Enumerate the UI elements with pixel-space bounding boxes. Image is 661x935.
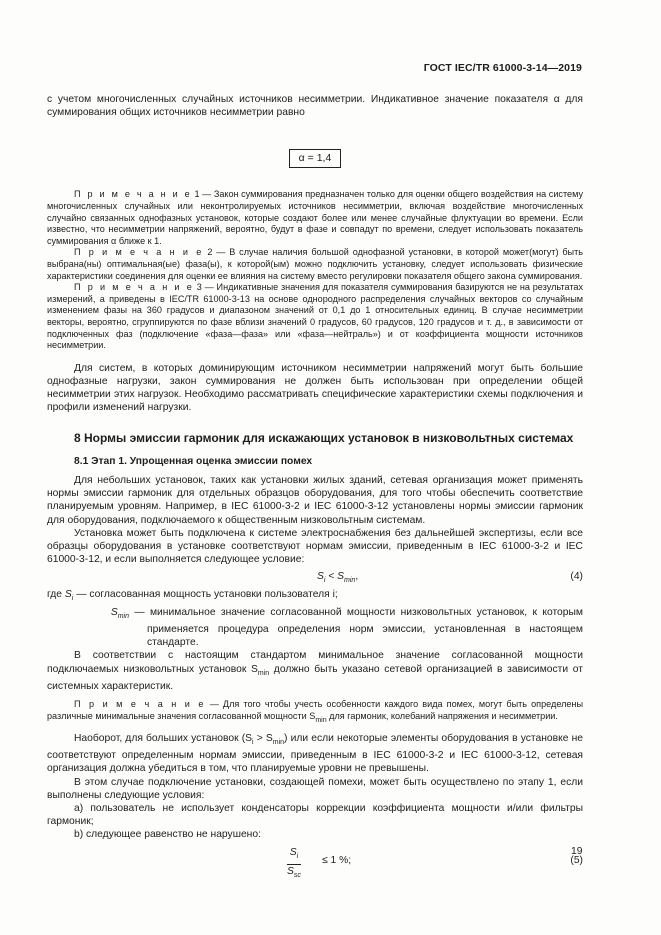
note-3 xyxy=(47,282,583,352)
note-label: П р и м е ч а н и е xyxy=(74,282,194,293)
large-installations-paragraph: Наоборот, для больших установок $(S_i > S_{min})$ или если некоторые элементы оборудования в установке не соответствуют определенным нормам эмиссии, приведенным в IEC 61000-3-2 и IEC 61000-3-12, сетевая организация должна убедиться в том, что планируемые уровни не превышены. xyxy=(47,733,583,775)
systems-paragraph: Для систем, в которых доминирующим источником несимметрии напряжений могут быть большие однофазные нагрузки, закон суммирования не должен быть использован при определении общей несимметрии этих нагрузок. Необходимо рассматривать специфические характеристики схемы подключения и профили изменений нагрузки. xyxy=(47,362,583,414)
note-2 xyxy=(47,247,583,282)
formula-4-number: (4) xyxy=(570,571,583,583)
where-def-1: где $S_i$ — согласованная мощность установки пользователя i; xyxy=(47,589,338,603)
formula-5 xyxy=(47,846,583,882)
accordance-paragraph: В соответствии с настоящим стандартом минимальное значение согласованной мощности подключаемых низковольтных установок $S_{min}$ должно быть указано сетевой организацией в зависимости от системных характеристик. xyxy=(47,650,584,692)
formula-5-number: (5) xyxy=(570,854,583,866)
note-label: П р и м е ч а н и е xyxy=(74,247,204,258)
page-content xyxy=(47,93,583,882)
intro-paragraph: с учетом многочисленных случайных источников несимметрии. Индикативное значение показателя α для суммирования общих источников несимметрии равно xyxy=(47,94,583,119)
alpha-formula-box: α = 1,4 xyxy=(289,149,341,168)
note-mid: П р и м е ч а н и е — Для того чтобы учесть особенности каждого вида помех, могут быть определены различные минимальные значения согласованной мощности $S_{min}$ для гармоник, колебаний напряжения и несимметрии. xyxy=(47,699,583,724)
section-8-1-heading: 8.1 Этап 1. Упрощенная оценка эмиссии помех xyxy=(74,456,313,468)
standard-header: ГОСТ IEC/TR 61000-3-14—2019 xyxy=(423,62,582,74)
note-text: 3 — Индикативные значения для показателя суммирования базируются не на результатах измерений, а приведены в IEC/TR 61000-3-13 на основе однородного распределения случайных векторов со случайным изменением фазы на 360 градусов и диапазоном значений от 0,1 до 1 относительных единиц. В случае несимметрии векторы, вероятно, сгруппируются по фазе вблизи значений 0 градусов, 60 градусов, 120 градусов и т. д., в зависимости от подключенных фаз (подключение «фаза—фаза» или «фаза—нейтраль») и от коэффициента мощности источников несимметрии. xyxy=(47,282,583,351)
formula-4 xyxy=(47,566,583,588)
note-text: 2 — В случае наличия большой однофазной установки, в которой может(могут) быть выбрана(ны) оптимальная(ые) фаза(ы), к которой(ым) можно подключить установку, следует использовать физические характеристики соединения для оценки ее влияния на систему вместо регулировки показателя общего закона суммирования. xyxy=(47,247,583,281)
note-label: П р и м е ч а н и е xyxy=(74,189,192,200)
note-text: 1 — Закон суммирования предназначен только для оценки общего воздействия на систему многочисленных случайных или неконтролируемых источников несимметрии, включая воздействие многочисленных случайно связанных однофазных установок, которые создают более или менее случайные флуктуации во времени. Если известно, что несимметрии напряжений, вероятно, будут в фазе и совпадут по времени, следует использовать показатель суммирования α ближе к 1. xyxy=(47,189,583,246)
formula-4-expression: $S_i < S_{min}$, xyxy=(317,571,359,585)
note-1 xyxy=(47,189,583,247)
condition-a: a) пользователь не использует конденсаторы коррекции коэффициента мощности и/или фильтры гармоник; xyxy=(47,803,583,828)
installation-paragraph: Установка может быть подключена к системе электроснабжения без дальнейшей экспертизы, если все образцы оборудования в установке соответствуют нормам эмиссии, приведенным в IEC 61000-3-2 и IEC 61000-3-12, и если выполняется следующее условие: xyxy=(47,527,583,566)
formula-5-rest: ≤ 1 %; xyxy=(322,854,352,866)
small-installations-paragraph: Для небольших установок, таких как установки жилых зданий, сетевая организация может применять нормы эмиссии гармоник для отдельных образцов оборудования, для того чтобы обеспечить соответствие планируемым уровням. Например, в IEC 61000-3-2 и IEC 61000-3-12 установлены нормы эмиссии гармоник для оборудования, подключаемого к общественным низковольтным системам. xyxy=(47,475,583,526)
condition-b: b) следующее равенство не нарушено: xyxy=(74,829,261,841)
where-def-2: $S_{min}$ — минимальное значение согласованной мощности низковольтных установок, к которым применяется процедура определения норм эмиссии, установленная в настоящем стандарте. xyxy=(110,606,583,649)
section-8-heading: 8 Нормы эмиссии гармоник для искажающих установок в низковольтных системах xyxy=(74,430,574,445)
formula-5-fraction: $S_i$ $S_{sc}$ xyxy=(287,846,301,879)
page-number: 19 xyxy=(571,846,583,857)
case-paragraph: В этом случае подключение установки, создающей помехи, может быть осуществлено по этапу 1, если выполнены следующие условия: xyxy=(47,776,583,801)
